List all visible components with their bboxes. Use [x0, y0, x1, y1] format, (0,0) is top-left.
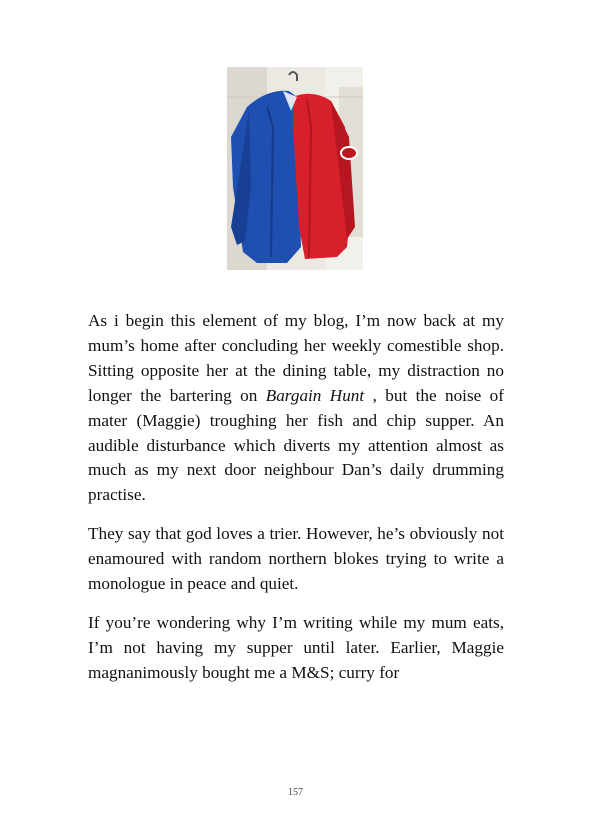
fleece-jackets-photo — [227, 67, 363, 270]
paragraph-3-text: If you’re wondering why I’m writing while my mum eats, I’m not having my supper until later. Earlier, Maggie magnanimously bought me a M&S; curry for — [88, 612, 504, 682]
article-body — [88, 309, 504, 700]
page-number: 157 — [288, 787, 303, 798]
paragraph-1-text-end: , but the noise of mater (Maggie) troughing her fish and chip supper. An audible disturbance which diverts my attention almost as much as my next door neighbour Dan’s daily drumming practise. — [88, 385, 504, 505]
paragraph-3 — [88, 611, 504, 686]
paragraph-2 — [88, 522, 504, 597]
paragraph-2-text: They say that god loves a trier. However, he’s obviously not enamoured with random northern blokes trying to write a monologue in peace and quiet. — [88, 524, 504, 594]
paragraph-1-text: As i begin this element of my blog, I’m now back at my mum’s home after concluding her weekly comestible shop. Sitting opposite her at the dining table, my distraction no longer the bartering on — [88, 311, 504, 405]
paragraph-1-emphasis: Bargain Hunt — [265, 385, 365, 405]
jackets-image — [227, 67, 363, 270]
paragraph-1 — [88, 309, 504, 508]
